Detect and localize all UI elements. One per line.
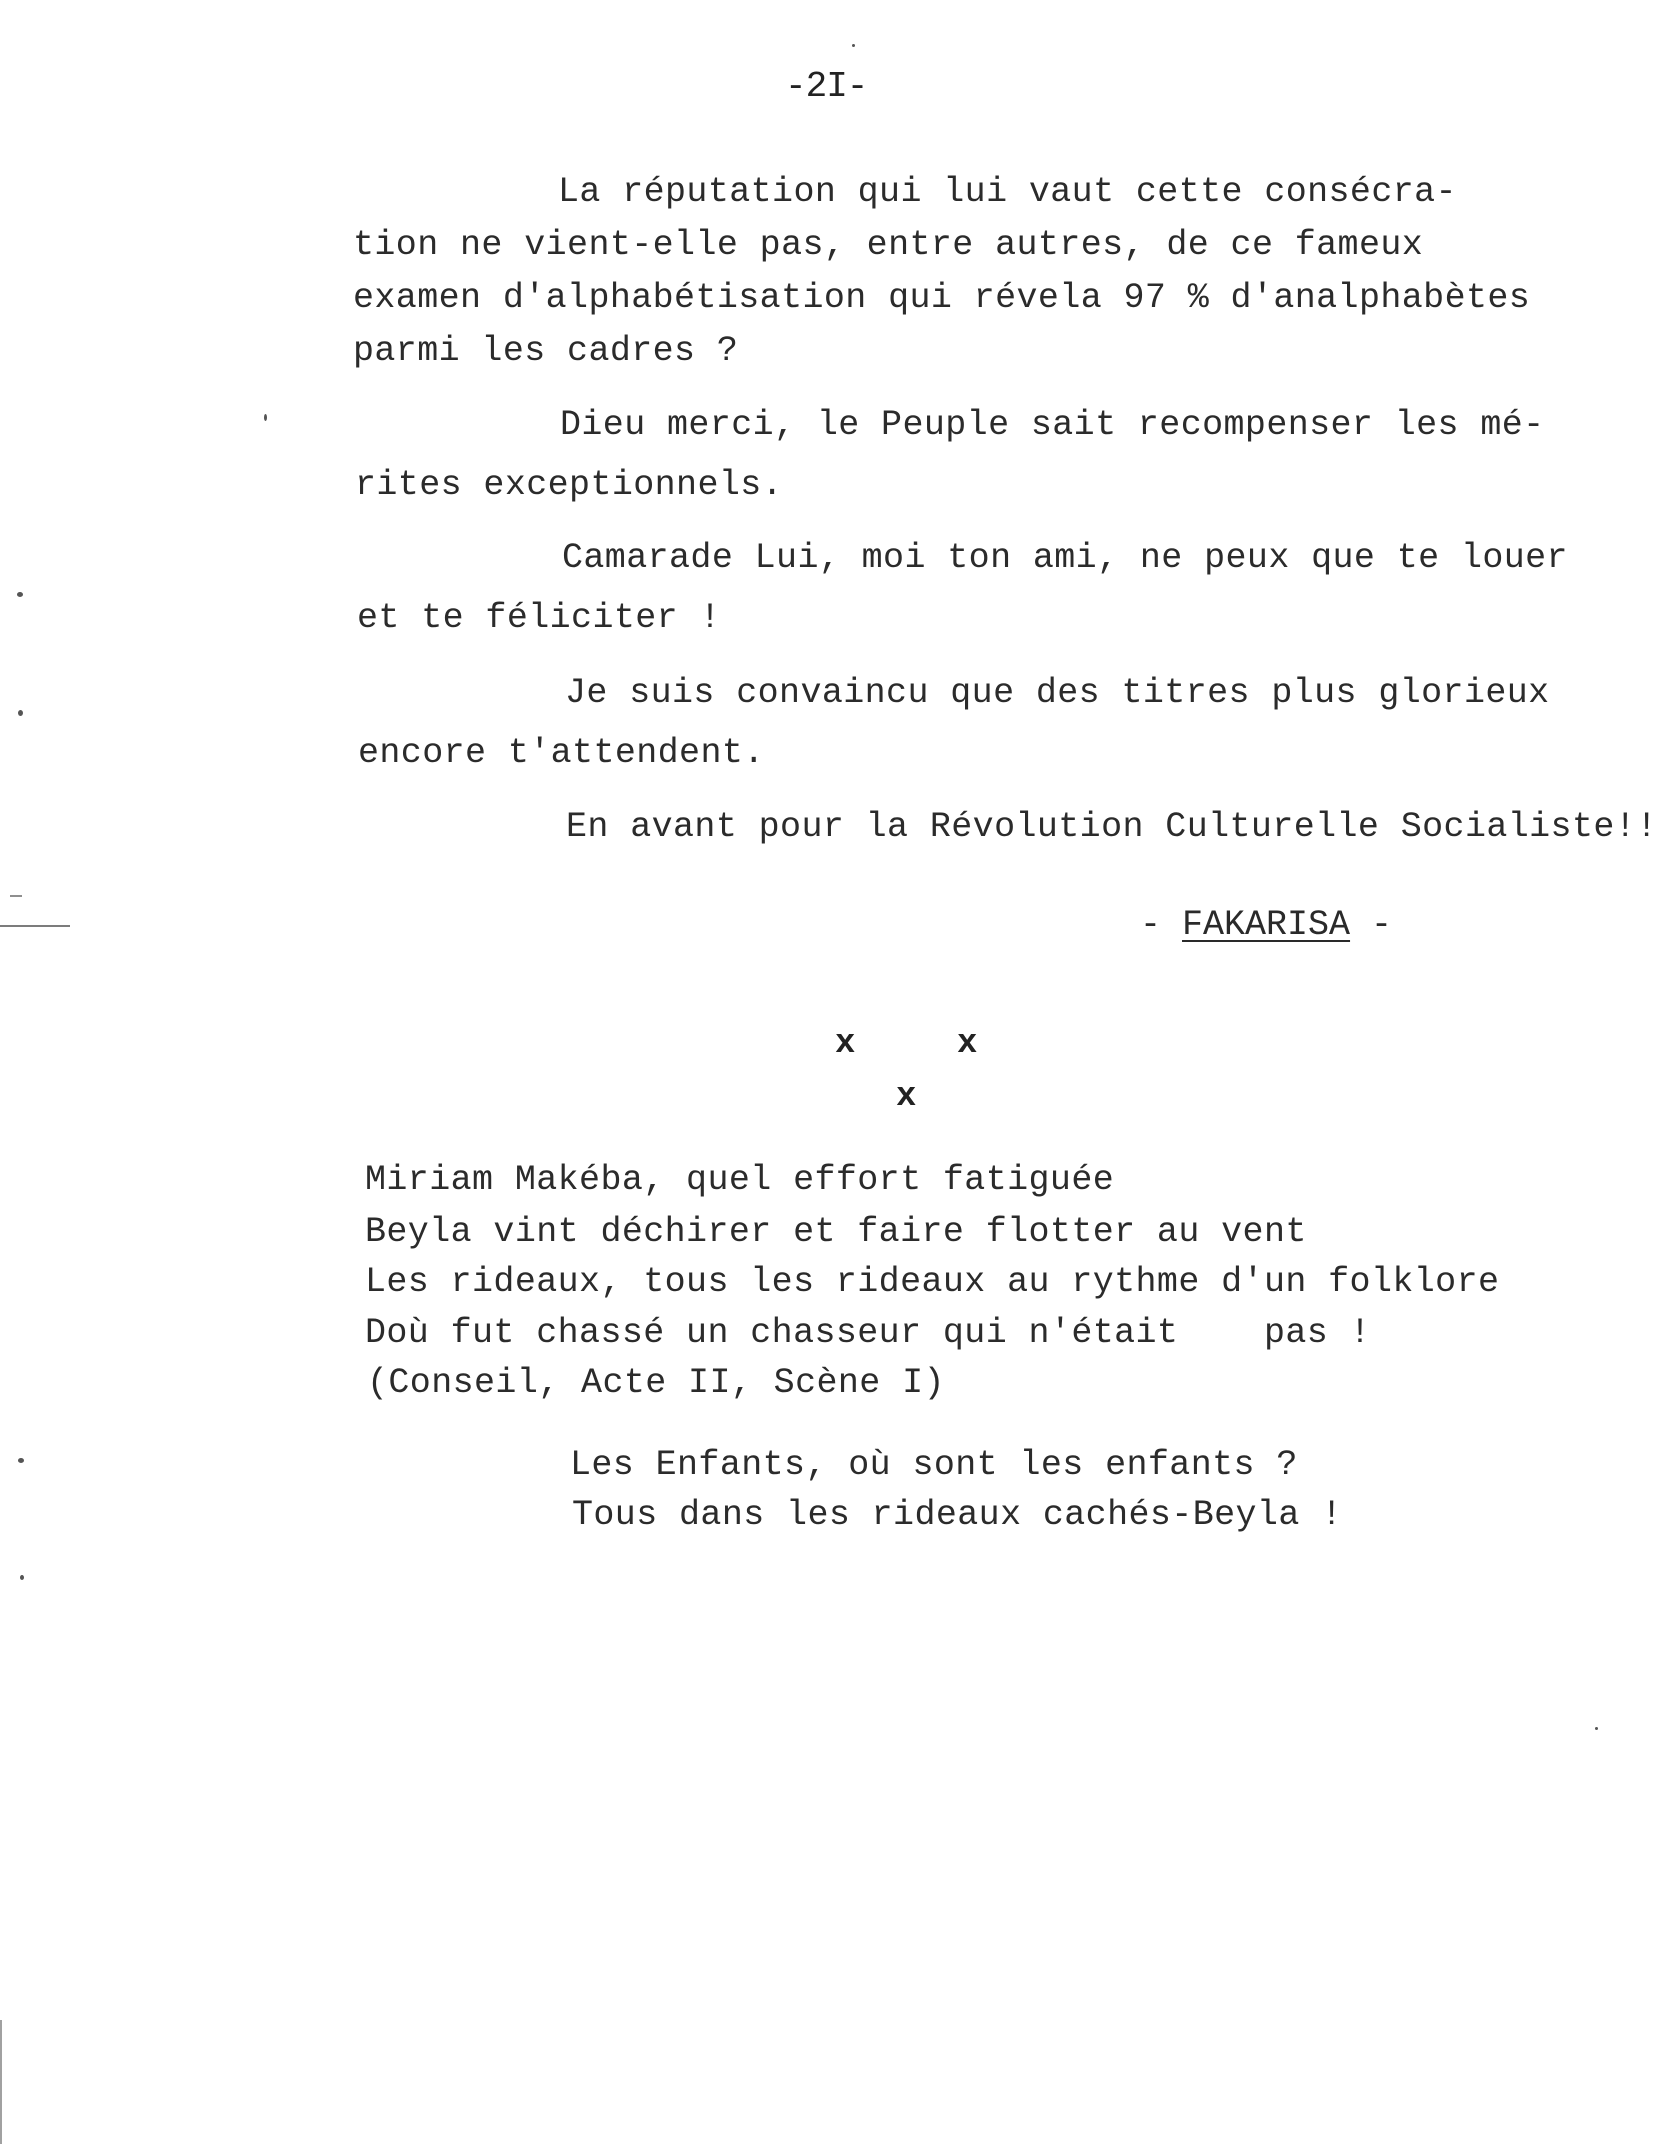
- scan-edge-mark: [10, 895, 22, 897]
- scan-speck: [20, 1575, 24, 1580]
- poem-line: Doù fut chassé un chasseur qui n'était pas !: [365, 1313, 1371, 1353]
- poem-citation: (Conseil, Acte II, Scène I): [367, 1363, 945, 1403]
- separator-mark: x: [835, 1025, 856, 1063]
- scan-speck: [17, 592, 23, 597]
- poem-line: Miriam Makéba, quel effort fatiguée: [365, 1160, 1115, 1200]
- signature-prefix: -: [1140, 905, 1183, 945]
- scan-speck: [852, 44, 855, 47]
- text-line: encore t'attendent.: [358, 733, 765, 773]
- scan-speck: [18, 710, 23, 716]
- text-line: La réputation qui lui vaut cette consécra-: [558, 172, 1457, 212]
- signature-name: FAKARISA: [1182, 905, 1351, 945]
- page-number: -2I-: [785, 66, 868, 107]
- text-line: Camarade Lui, moi ton ami, ne peux que te louer: [562, 538, 1568, 578]
- poem-line: Tous dans les rideaux cachés-Beyla !: [572, 1495, 1343, 1535]
- signature-suffix: -: [1350, 905, 1393, 945]
- scan-speck: [18, 1458, 24, 1463]
- scan-speck: [264, 414, 267, 421]
- text-line: Je suis convaincu que des titres plus glorieux: [565, 673, 1550, 713]
- poem-line: Beyla vint déchirer et faire flotter au vent: [365, 1212, 1307, 1252]
- text-line: rites exceptionnels.: [355, 465, 784, 505]
- separator-mark: x: [957, 1025, 978, 1063]
- scan-edge-mark: [0, 925, 70, 927]
- text-line: Dieu merci, le Peuple sait recompenser les mé-: [560, 405, 1545, 445]
- text-line: En avant pour la Révolution Culturelle Socialiste!!: [566, 807, 1658, 847]
- scan-edge-mark: [0, 2020, 2, 2144]
- text-line: et te féliciter !: [357, 598, 721, 638]
- text-line: examen d'alphabétisation qui révela 97 % d'analphabètes: [353, 278, 1531, 318]
- poem-line: Les Enfants, où sont les enfants ?: [570, 1445, 1298, 1485]
- poem-line: Les rideaux, tous les rideaux au rythme d'un folklore: [365, 1262, 1500, 1302]
- signature: [1140, 905, 1392, 945]
- scan-speck: [1595, 1727, 1598, 1730]
- separator-mark: x: [896, 1078, 917, 1116]
- text-line: parmi les cadres ?: [353, 331, 739, 371]
- text-line: tion ne vient-elle pas, entre autres, de ce fameux: [353, 225, 1424, 265]
